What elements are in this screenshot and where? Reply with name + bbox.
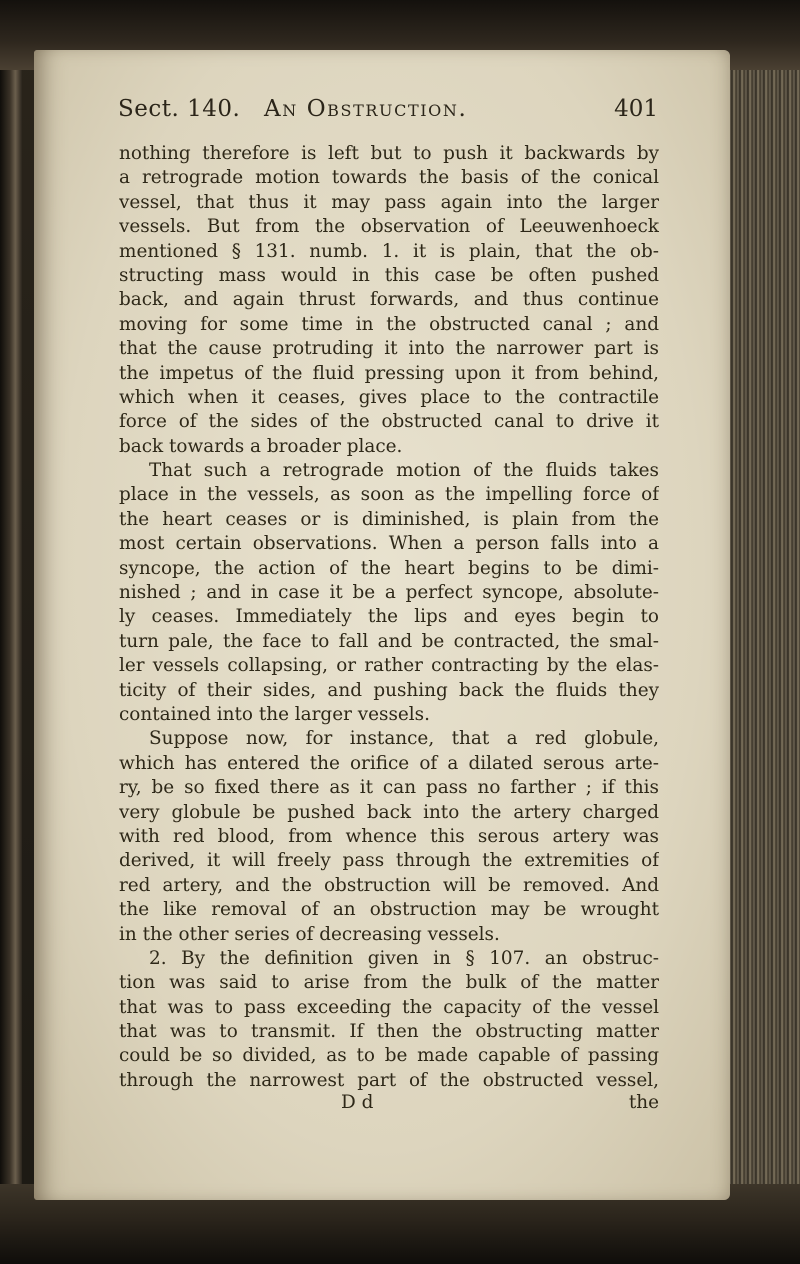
text-line: red artery, and the obstruction will be removed. And (119, 874, 659, 896)
text-line: syncope, the action of the heart begins to be dimi- (119, 557, 659, 579)
text-line: nished ; and in case it be a perfect syncope, absolute- (119, 582, 659, 604)
text-line: in the other series of decreasing vessels. (119, 923, 500, 945)
text-line: Suppose now, for instance, that a red globule, (149, 728, 659, 750)
text-line: 2. By the definition given in § 107. an obstruc- (149, 947, 659, 969)
body-text (119, 142, 659, 1093)
text-line: ticity of their sides, and pushing back the fluids they (119, 679, 659, 701)
text-line: the impetus of the fluid pressing upon it from behind, (119, 362, 659, 384)
text-line: that was to transmit. If then the obstructing matter (119, 1021, 659, 1043)
catchword: the (628, 1092, 659, 1113)
text-line: which when it ceases, gives place to the contractile (119, 386, 659, 408)
section-reference: Sect. 140. (118, 96, 241, 122)
text-line: ly ceases. Immediately the lips and eyes begin to (119, 606, 659, 628)
text-line: very globule be pushed back into the artery charged (119, 801, 659, 823)
text-line: which has entered the orifice of a dilated serous arte- (119, 752, 659, 774)
text-line: a retrograde motion towards the basis of the conical (119, 167, 659, 189)
text-line: That such a retrograde motion of the fluids takes (149, 460, 659, 482)
text-line: through the narrowest part of the obstructed vessel, (119, 1069, 659, 1091)
running-header (118, 96, 658, 132)
text-line: mentioned § 131. numb. 1. it is plain, that the ob- (119, 240, 659, 262)
text-line: that was to pass exceeding the capacity of the vessel (119, 996, 659, 1018)
text-line: most certain observations. When a person falls into a (119, 533, 659, 555)
running-title: An Obstruction. (264, 96, 468, 122)
text-line: nothing therefore is left but to push it backwards by (119, 143, 659, 164)
signature-mark: D d (341, 1092, 374, 1113)
text-line: vessel, that thus it may pass again into the larger (119, 191, 659, 213)
text-line: could be so divided, as to be made capable of passing (119, 1045, 659, 1067)
text-line: back towards a broader place. (119, 435, 403, 457)
text-line: vessels. But from the observation of Leeuwenhoeck (119, 216, 659, 238)
text-line: moving for some time in the obstructed canal ; and (119, 313, 659, 335)
text-line: force of the sides of the obstructed canal to drive it (119, 411, 659, 433)
text-line: ler vessels collapsing, or rather contracting by the elas- (119, 655, 659, 677)
text-line: with red blood, from whence this serous artery was (119, 825, 659, 847)
text-line: tion was said to arise from the bulk of the matter (119, 972, 659, 994)
text-line: derived, it will freely pass through the extremities of (119, 850, 659, 872)
text-line: ry, be so fixed there as it can pass no farther ; if this (119, 777, 659, 799)
page-footer (119, 1092, 659, 1118)
text-line: contained into the larger vessels. (119, 703, 430, 725)
page-number: 401 (614, 96, 658, 122)
book-page (34, 50, 730, 1200)
text-line: structing mass would in this case be often pushed (119, 264, 659, 286)
text-line: the like removal of an obstruction may be wrought (119, 899, 659, 921)
text-line: turn pale, the face to fall and be contracted, the smal- (119, 630, 659, 652)
text-line: place in the vessels, as soon as the impelling force of (119, 484, 659, 506)
text-line: back, and again thrust forwards, and thus continue (119, 289, 659, 311)
book-spine (0, 0, 22, 1264)
text-line: that the cause protruding it into the narrower part is (119, 338, 659, 360)
text-line: the heart ceases or is diminished, is plain from the (119, 508, 659, 530)
